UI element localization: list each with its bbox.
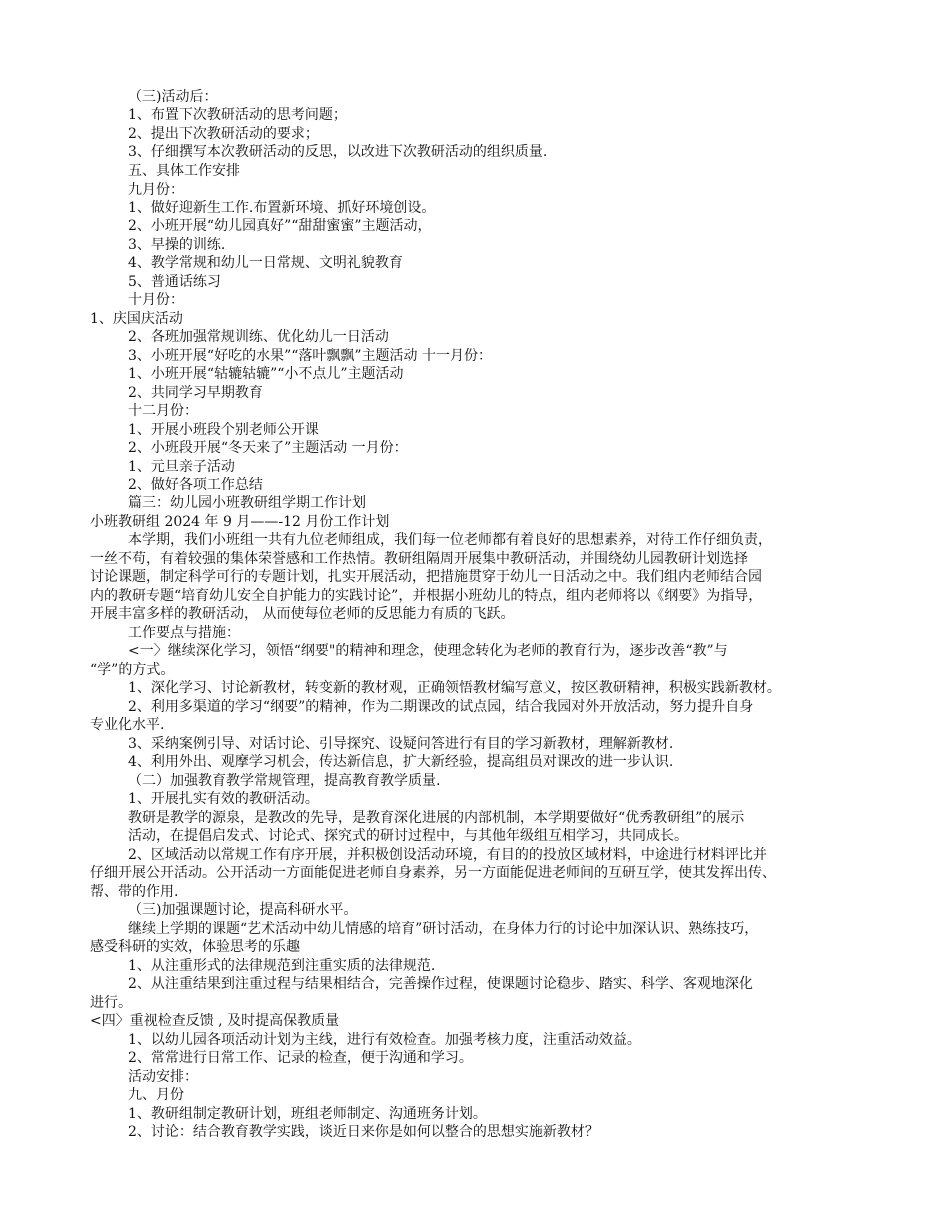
text-line: 讨论课题，制定科学可行的专题计划，扎实开展活动，把措施贯穿于幼儿一日活动之中。我们组内老师结合园 (90, 569, 762, 585)
text-line: 3、早操的训练. (128, 237, 226, 253)
text-line: （三)加强课题讨论，提高科研水平。 (128, 902, 358, 918)
text-line: 九月份： (128, 182, 184, 198)
section-subtitle: 小班教研组 2024 年 9 月——-12 月份工作计划 (90, 514, 390, 530)
text-line: （三)活动后： (128, 89, 218, 105)
text-line: <四〉重视检查反馈 , 及时提高保教质量 (90, 1013, 340, 1029)
text-line: 2、小班段开展“冬天来了”主题活动 一月份： (128, 440, 408, 456)
text-line: 开展丰富多样的教研活动， 从而使每位老师的反思能力有质的飞跃。 (90, 606, 515, 622)
text-line: 活动，在提倡启发式、讨论式、探究式的研讨过程中，与其他年级组互相学习，共同成长。 (128, 828, 688, 844)
text-line: 仔细开展公开活动。公开活动一方面能促进老师自身素养，另一方面能促进老师间的互研互学，使其发挥出传、 (90, 865, 776, 881)
text-line: 五、具体工作安排 (128, 163, 240, 179)
text-line: 1、开展小班段个别老师公开课 (128, 422, 319, 438)
text-line: 专业化水平. (90, 717, 165, 733)
text-line: 2、做好各项工作总结 (128, 477, 263, 493)
text-line: 2、提出下次教研活动的要求； (128, 126, 319, 142)
text-line: 2、小班开展“幼儿园真好”“甜甜蜜蜜”主题活动， (128, 218, 432, 234)
text-line: 2、从注重结果到注重过程与结果相结合，完善操作过程，使课题讨论稳步、踏实、科学、客观地深化 (128, 976, 753, 992)
text-line: 2、利用多渠道的学习“纲要”的精神，作为二期课改的试点园，结合我园对外开放活动，努力提升自身 (128, 699, 754, 715)
text-line: <一〉继续深化学习，领悟“纲要"的精神和理念，使理念转化为老师的教育行为，逐步改善“教”与 (128, 643, 728, 659)
text-line: 3、采纳案例引导、对话讨论、引导探究、设疑问答进行有目的学习新教材，理解新教材. (128, 736, 674, 752)
text-line: 1、小班开展“轱辘轱辘”“小不点儿”主题活动 (128, 366, 404, 382)
text-line: 进行。 (90, 995, 132, 1011)
text-line: 2、讨论：结合教育教学实践，谈近日来你是如何以整合的思想实施新教材？ (128, 1124, 599, 1140)
text-line: 十二月份： (128, 403, 198, 419)
text-line: 1、元旦亲子活动 (128, 459, 235, 475)
text-line: 1、深化学习、讨论新教材，转变新的教材观，正确领悟教材编写意义，按区教研精神，积极实践新教材。 (128, 680, 781, 696)
text-line: 九、月份 (128, 1087, 184, 1103)
text-line: 一丝不苟，有着较强的集体荣誉感和工作热情。教研组隔周开展集中教研活动，并围绕幼儿园教研计划选择 (90, 551, 748, 567)
text-line: 1、开展扎实有效的教研活动。 (128, 791, 319, 807)
text-line: 感受科研的实效，体验思考的乐趣 (90, 939, 300, 955)
text-line: 1、以幼儿园各项活动计划为主线，进行有效检查。加强考核力度，注重活动效益。 (128, 1032, 641, 1048)
text-line: 工作要点与措施： (128, 625, 240, 641)
text-line: 1、教研组制定教研计划，班组老师制定、沟通班务计划。 (128, 1106, 487, 1122)
text-line: 2、常常进行日常工作、记录的检查，便于沟通和学习。 (128, 1050, 473, 1066)
text-line: 3、仔细撰写本次教研活动的反思，以改进下次教研活动的组织质量. (128, 144, 548, 160)
text-line: 1、做好迎新生工作.布置新环境、抓好环境创设。 (128, 200, 436, 216)
text-line: 内的教研专题“培育幼儿安全自护能力的实践讨论”，并根据小班幼儿的特点，组内老师将以《纲要》为指导， (90, 588, 763, 604)
text-line: 活动安排： (128, 1069, 198, 1085)
text-line: 十月份： (128, 292, 184, 308)
text-line: 2、各班加强常规训练、优化幼儿一日活动 (128, 329, 389, 345)
text-line: 教研是教学的源泉，是教改的先导，是教育深化进展的内部机制，本学期要做好“优秀教研组”的展示 (128, 810, 745, 826)
section-heading: 篇三：幼儿园小班教研组学期工作计划 (128, 495, 366, 511)
text-line: （二）加强教育教学常规管理，提高教育教学质量. (128, 773, 441, 789)
text-line: 4、教学常规和幼儿一日常规、文明礼貌教育 (128, 255, 403, 271)
text-line: 1、布置下次教研活动的思考问题； (128, 107, 347, 123)
text-line: 2、共同学习早期教育 (128, 385, 263, 401)
text-line: 4、利用外出、观摩学习机会，传达新信息，扩大新经验，提高组员对课改的进一步认识. (128, 754, 674, 770)
text-line: 帮、带的作用. (90, 884, 179, 900)
text-line: 2、区域活动以常规工作有序开展，并积极创设活动环境，有目的的投放区域材料，中途进行材料评比并 (128, 847, 767, 863)
text-line: “学”的方式。 (90, 662, 175, 678)
text-line: 1、庆国庆活动 (90, 311, 183, 327)
text-line: 1、从注重形式的法律规范到注重实质的法律规范. (128, 958, 436, 974)
text-line: 本学期，我们小班组一共有九位老师组成，我们每一位老师都有着良好的思想素养，对待工作仔细负责， (128, 532, 772, 548)
text-line: 3、小班开展“好吃的水果”“落叶飘飘”主题活动 十一月份： (128, 348, 492, 364)
text-line: 继续上学期的课题“艺术活动中幼儿情感的培育”研讨活动，在身体力行的讨论中加深认识、熟练技巧， (128, 921, 759, 937)
text-line: 5、普通话练习 (128, 274, 221, 290)
